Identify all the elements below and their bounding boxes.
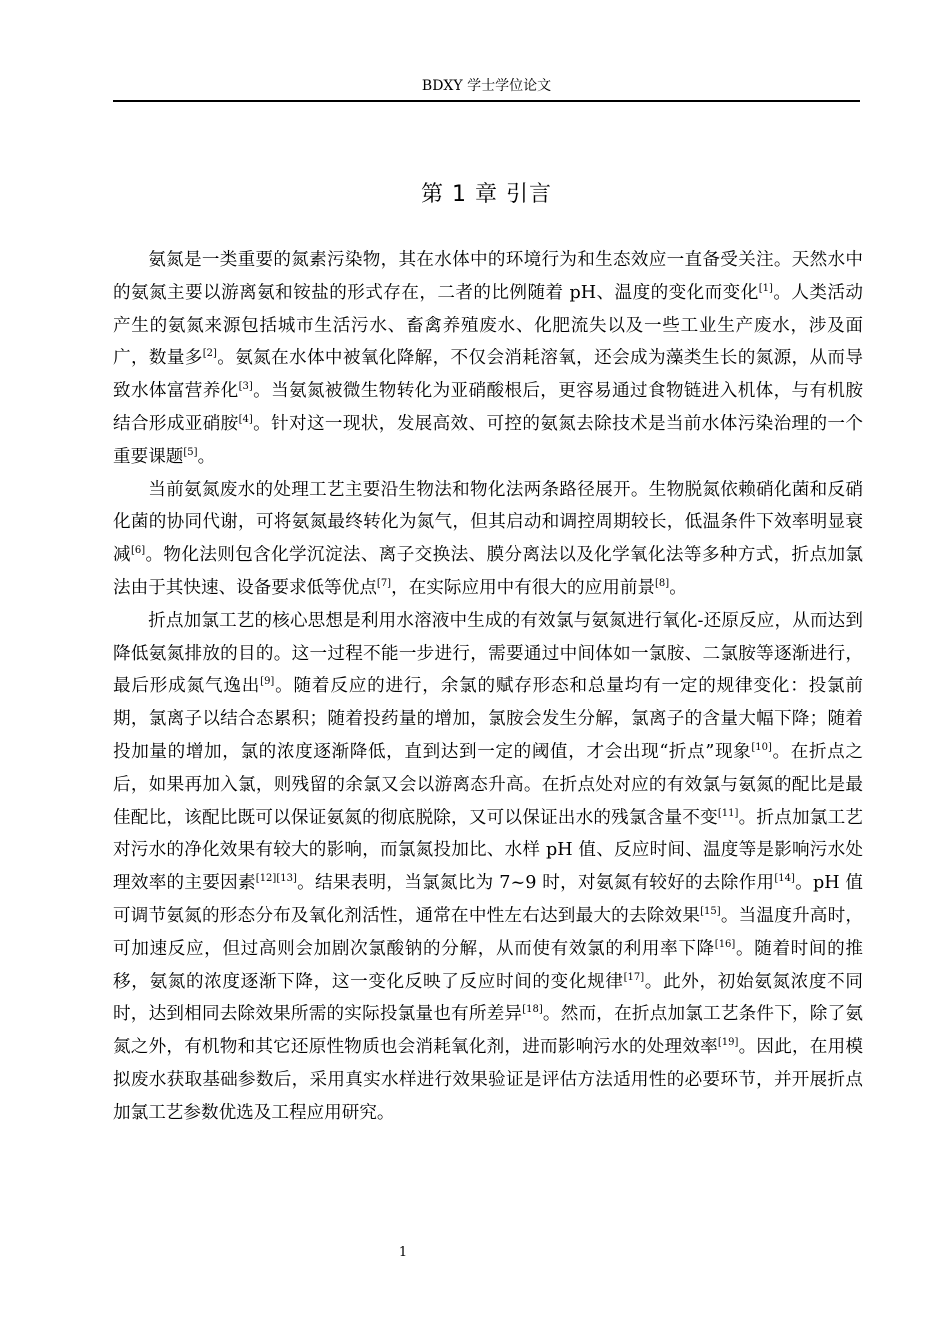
text-run: 。 <box>669 577 687 598</box>
text-run: 。人类活动产生的氨氮来源包括城市生活污水、畜禽养殖废水、化肥流失以及一些工业生产废水，涉及面广，数量多 <box>113 282 863 369</box>
header-rule <box>113 100 860 102</box>
citation-ref: [8] <box>655 578 670 590</box>
text-run: ，在实际应用中有很大的应用前景 <box>391 577 656 598</box>
text-run: 。针对这一现状，发展高效、可控的氨氮去除技术是当前水体污染治理的一个重要课题 <box>113 413 863 467</box>
running-header: BDXY 学士学位论文 <box>421 78 552 94</box>
text-run: 。 <box>197 446 216 467</box>
text-run: 。折点加氯工艺对污水的净化效果有较大的影响，而氯氮投加比、水样 pH 值、反应时间、温度等是影响污水处理效率的主要因素 <box>113 807 863 894</box>
paragraph-2 <box>113 474 863 605</box>
text-run: 。pH 值可调节氨氮的形态分布及氧化剂活性，通常在中性左右达到最大的去除效果 <box>113 873 863 926</box>
citation-ref: [3] <box>238 381 253 393</box>
text-run: 。因此，在用模拟废水获取基础参数后，采用真实水样进行效果验证是评估方法适用性的必要环节，并开展折点加氯工艺参数优选及工程应用研究。 <box>113 1037 863 1123</box>
citation-ref: [16] <box>714 938 736 950</box>
text-run: 。随着时间的推移，氨氮的浓度逐渐下降，这一变化反映了反应时间的变化规律 <box>113 938 863 992</box>
text-run: 。随着反应的进行，余氯的赋存形态和总量均有一定的规律变化：投氯前期，氯离子以结合态累积；随着投药量的增加，氯胺会发生分解，氯离子的含量大幅下降；随着投加量的增加，氯的浓度逐渐降低，直到达到一定的阈值，才会出现“折点”现象 <box>113 676 863 762</box>
citation-ref: [11] <box>717 807 739 819</box>
text-run: 。然而，在折点加氯工艺条件下，除了氨氮之外，有机物和其它还原性物质也会消耗氧化剂，进而影响污水的处理效率 <box>113 1004 863 1058</box>
citation-ref: [19] <box>717 1037 739 1049</box>
chapter-title: 第 1 章 引言 <box>421 182 552 207</box>
paragraph-3 <box>113 605 863 1130</box>
citation-ref: [5] <box>183 446 198 458</box>
citation-ref: [4] <box>238 414 253 426</box>
text-run: 。此外，初始氨氮浓度不同时，达到相同去除效果所需的实际投氯量也有所差异 <box>113 971 863 1025</box>
citation-ref: [6] <box>130 545 146 557</box>
text-run: 。当温度升高时，可加速反应，但过高则会加剧次氯酸钠的分解，从而使有效氯的利用率下降 <box>113 905 863 959</box>
body-text <box>113 244 863 1130</box>
page-number: 1 <box>398 1245 408 1260</box>
text-run: 。物化法则包含化学沉淀法、离子交换法、膜分离法以及化学氧化法等多种方式，折点加氯法由于其快速、设备要求低等优点 <box>113 545 863 598</box>
citation-ref: [9] <box>260 676 275 688</box>
citation-ref: [12][13] <box>255 873 297 885</box>
citation-ref: [1] <box>758 282 773 294</box>
citation-ref: [17] <box>623 971 645 983</box>
text-run: 氨氮是一类重要的氮素污染物，其在水体中的环境行为和生态效应一直备受关注。天然水中的氨氮主要以游离氨和铵盐的形式存在，二者的比例随着 pH、温度的变化而变化 <box>113 250 863 303</box>
citation-ref: [14] <box>774 873 795 885</box>
text-run: 当前氨氮废水的处理工艺主要沿生物法和物化法两条路径展开。生物脱氮依赖硝化菌和反硝化菌的协同代谢，可将氨氮最终转化为氮气，但其启动和调控周期较长，低温条件下效率明显衰减 <box>113 479 863 566</box>
text-run: 。结果表明，当氯氮比为 7~9 时，对氨氮有较好的去除作用 <box>296 873 775 894</box>
text-run: 。氨氮在水体中被氧化降解，不仅会消耗溶氧，还会成为藻类生长的氮源，从而导致水体富营养化 <box>113 348 863 402</box>
citation-ref: [15] <box>700 906 721 918</box>
text-run: 折点加氯工艺的核心思想是利用水溶液中生成的有效氯与氨氮进行氧化-还原反应，从而达到降低氨氮排放的目的。这一过程不能一步进行，需要通过中间体如一氯胺、二氯胺等逐渐进行，最后形成氮气逸出 <box>113 610 863 697</box>
text-run: 。当氨氮被微生物转化为亚硝酸根后，更容易通过食物链进入机体，与有机胺结合形成亚硝胺 <box>113 381 863 434</box>
citation-ref: [7] <box>376 578 392 590</box>
citation-ref: [10] <box>751 742 772 754</box>
citation-ref: [18] <box>522 1004 543 1016</box>
citation-ref: [2] <box>202 348 217 360</box>
paragraph-1 <box>113 244 863 474</box>
text-run: 。在折点之后，如果再加入氯，则残留的余氯又会以游离态升高。在折点处对应的有效氯与氨氮的配比是最佳配比，该配比既可以保证氨氮的彻底脱除，又可以保证出水的残氯含量不变 <box>113 741 863 828</box>
